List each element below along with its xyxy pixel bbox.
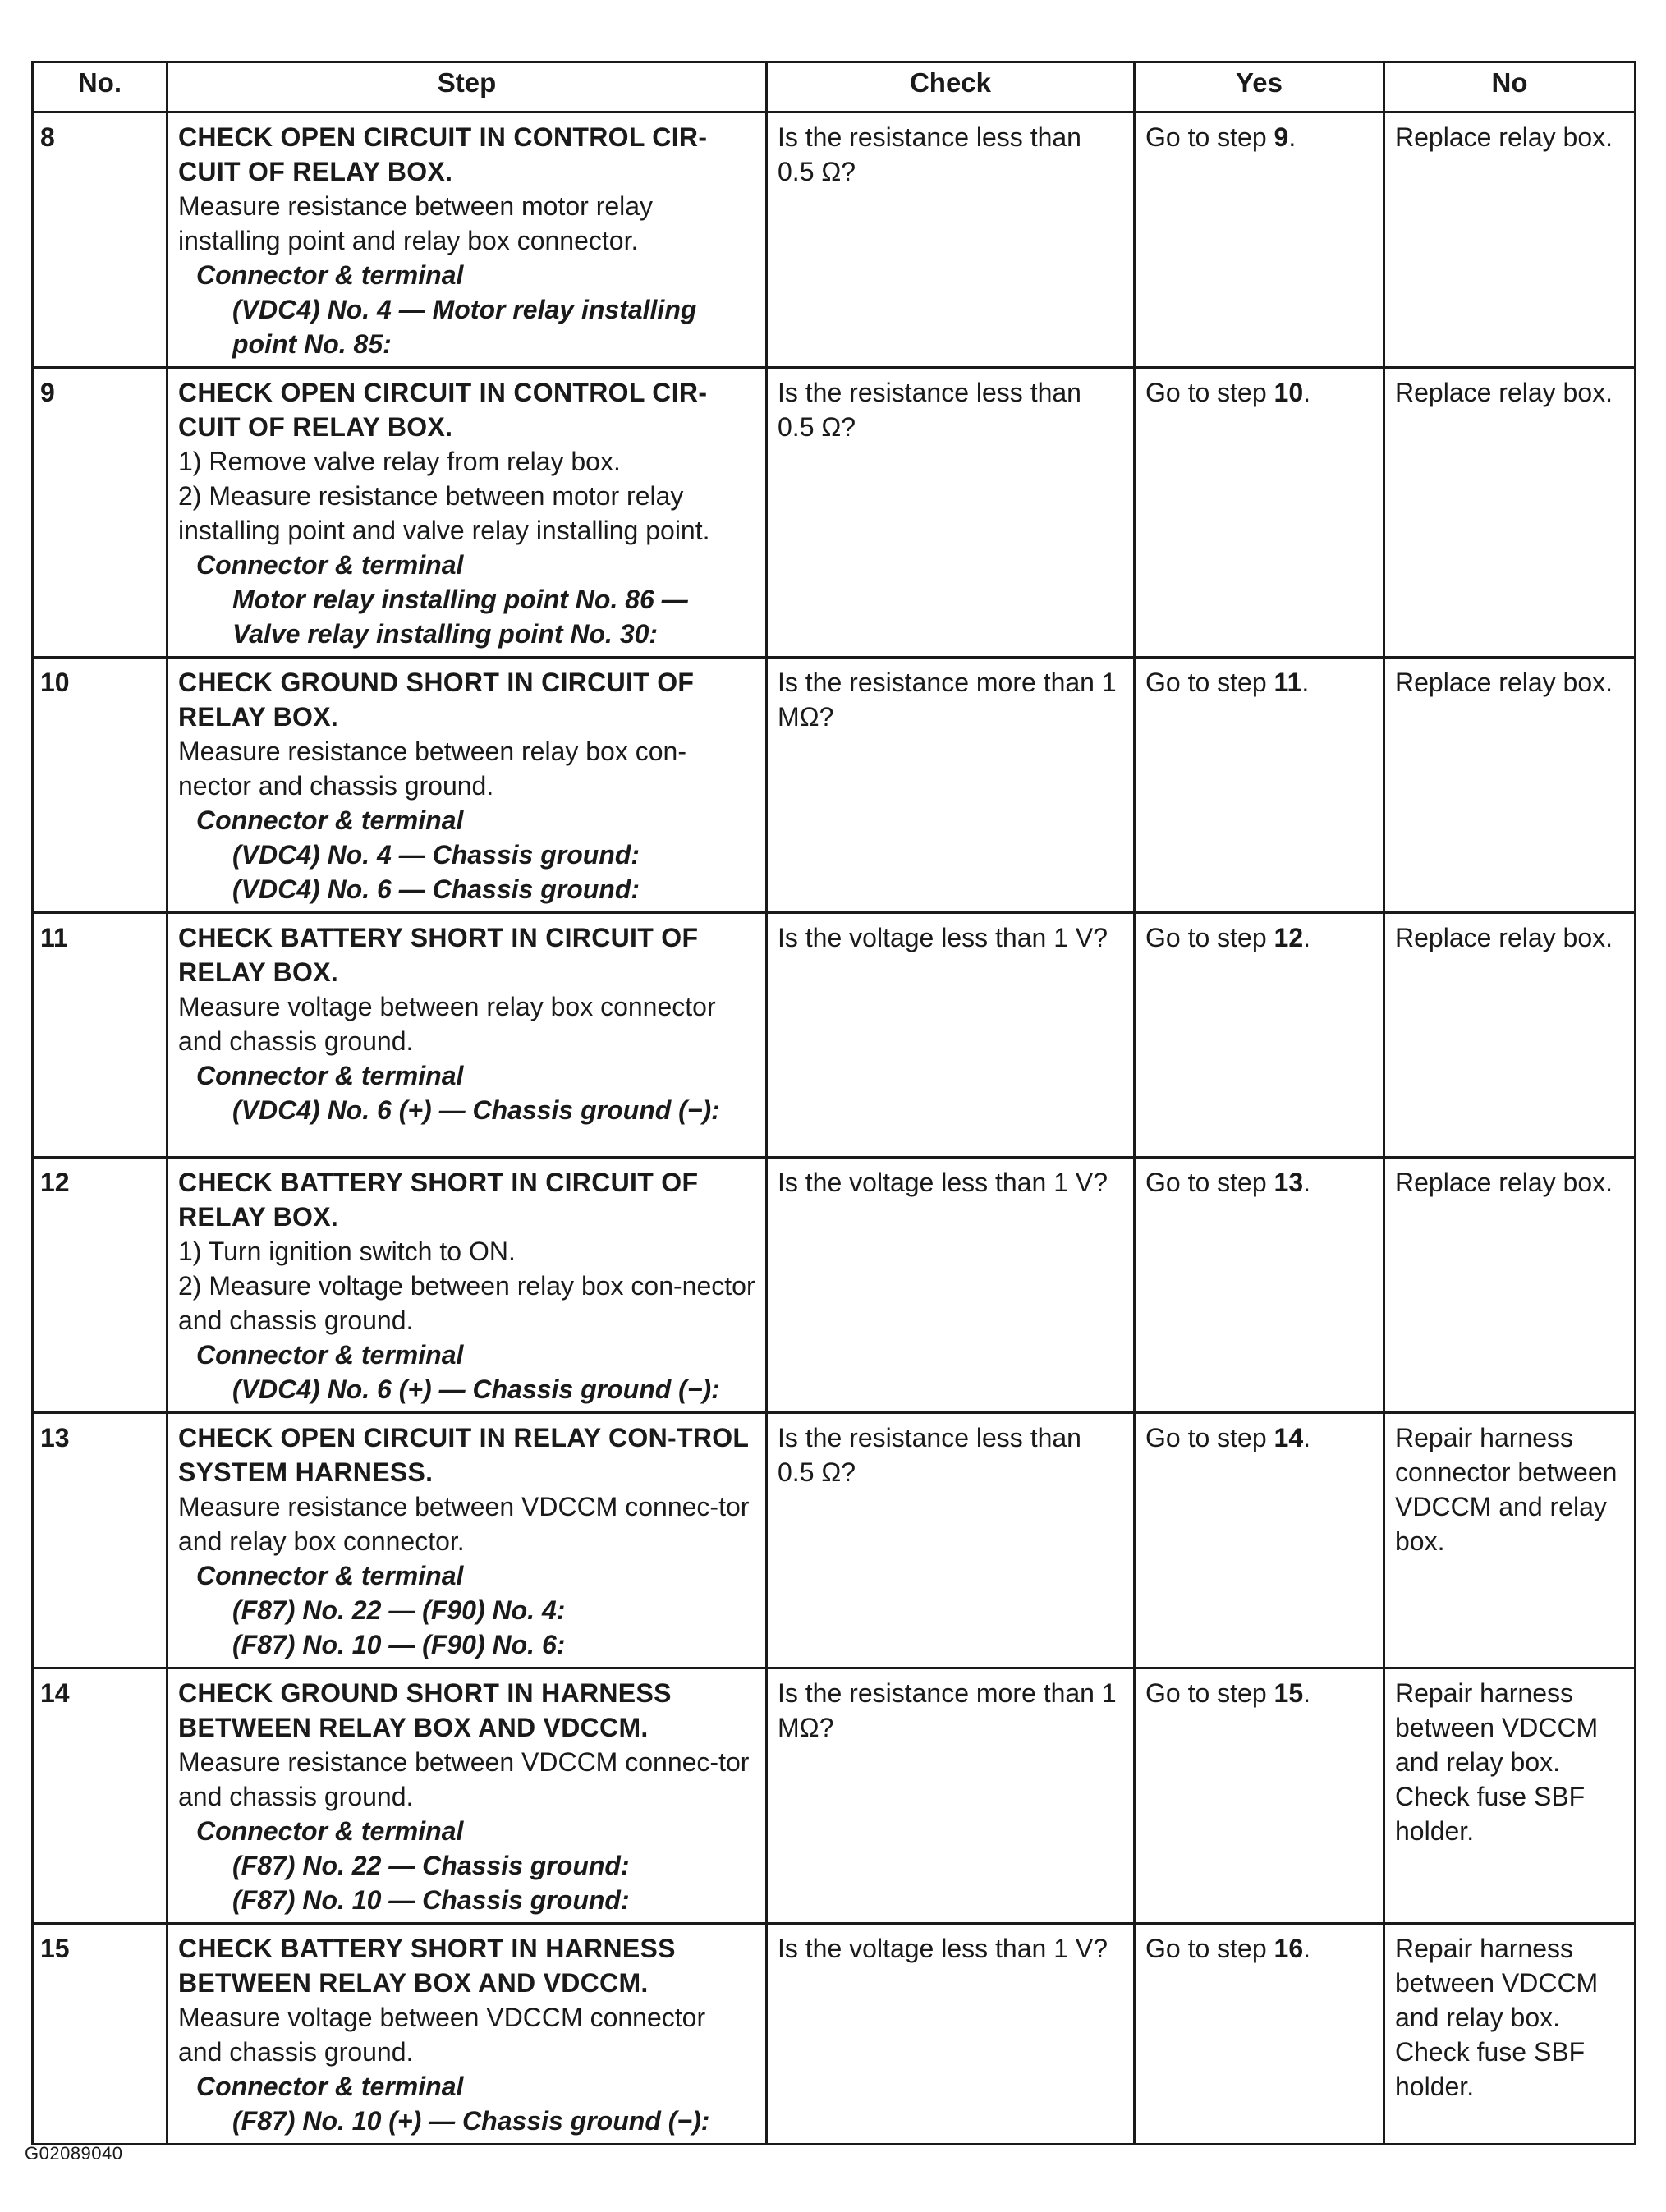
header-no-action: No: [1384, 62, 1636, 112]
yes-action-cell: [1135, 1413, 1384, 1668]
connector-terminal-item: (VDC4) No. 6 — Chassis ground:: [232, 874, 640, 904]
yes-action-cell: [1135, 658, 1384, 913]
check-question-cell: Is the resistance more than 1 MΩ?: [767, 1668, 1135, 1924]
header-yes: Yes: [1135, 62, 1384, 112]
step-number-cell: 8: [33, 112, 168, 368]
no-action-cell: Replace relay box.: [1384, 658, 1636, 913]
connector-terminal-item: (F87) No. 10 — (F90) No. 6:: [232, 1630, 566, 1659]
step-description-cell: [168, 658, 767, 913]
step-number-cell: 13: [33, 1413, 168, 1668]
step-instruction: Measure resistance between motor relay installing point and relay box connector.: [178, 191, 654, 255]
check-question-cell: Is the voltage less than 1 V?: [767, 1158, 1135, 1413]
yes-suffix: .: [1303, 1168, 1311, 1197]
check-question-cell: Is the resistance less than 0.5 Ω?: [767, 368, 1135, 658]
step-instruction: Measure resistance between VDCCM connec-tor and relay box connector.: [178, 1492, 750, 1556]
connector-terminal-item: (VDC4) No. 6 (+) — Chassis ground (−):: [232, 1095, 720, 1125]
connector-terminal-item: (VDC4) No. 4 — Chassis ground:: [232, 840, 640, 870]
connector-terminal-heading: Connector & terminal: [196, 805, 464, 835]
step-number-cell: 14: [33, 1668, 168, 1924]
connector-terminal-item: (F87) No. 10 (+) — Chassis ground (−):: [232, 2106, 710, 2136]
step-number-cell: 12: [33, 1158, 168, 1413]
check-question-cell: Is the voltage less than 1 V?: [767, 1924, 1135, 2145]
step-title: CHECK OPEN CIRCUIT IN CONTROL CIR-CUIT OF RELAY BOX.: [178, 122, 708, 186]
step-instruction: 1) Turn ignition switch to ON.: [178, 1237, 516, 1266]
table-row: [33, 913, 1636, 1158]
no-action-cell: Repair harness between VDCCM and relay box. Check fuse SBF holder.: [1384, 1924, 1636, 2145]
table-row: [33, 368, 1636, 658]
no-action-cell: Repair harness between VDCCM and relay box. Check fuse SBF holder.: [1384, 1668, 1636, 1924]
connector-terminal-item: (VDC4) No. 6 (+) — Chassis ground (−):: [232, 1374, 720, 1404]
no-action-cell: Replace relay box.: [1384, 112, 1636, 368]
yes-suffix: .: [1303, 1934, 1311, 1963]
connector-terminal-item: Motor relay installing point No. 86 — Valve relay installing point No. 30:: [232, 585, 688, 649]
step-description-cell: [168, 112, 767, 368]
no-action-cell: Replace relay box.: [1384, 1158, 1636, 1413]
yes-action-cell: [1135, 1158, 1384, 1413]
no-action-cell: Replace relay box.: [1384, 368, 1636, 658]
connector-terminal-heading: Connector & terminal: [196, 2072, 464, 2101]
yes-action-cell: [1135, 368, 1384, 658]
connector-terminal-heading: Connector & terminal: [196, 260, 464, 290]
yes-suffix: .: [1303, 1423, 1311, 1452]
step-instruction: 2) Measure voltage between relay box con-nector and chassis ground.: [178, 1271, 755, 1335]
check-question-cell: Is the resistance less than 0.5 Ω?: [767, 112, 1135, 368]
yes-prefix: Go to step: [1145, 923, 1274, 952]
step-title: CHECK BATTERY SHORT IN HARNESS BETWEEN RELAY BOX AND VDCCM.: [178, 1934, 676, 1998]
header-check: Check: [767, 62, 1135, 112]
yes-step-number: 16: [1274, 1934, 1304, 1963]
yes-step-number: 11: [1274, 668, 1302, 697]
yes-action-cell: [1135, 112, 1384, 368]
table-row: [33, 1413, 1636, 1668]
yes-prefix: Go to step: [1145, 122, 1274, 152]
no-action-cell: Replace relay box.: [1384, 913, 1636, 1158]
diagnostic-procedure-document: [31, 61, 1634, 2145]
step-instruction: Measure voltage between VDCCM connector and chassis ground.: [178, 2003, 706, 2067]
yes-prefix: Go to step: [1145, 378, 1274, 407]
connector-terminal-item: (F87) No. 22 — Chassis ground:: [232, 1851, 630, 1880]
yes-suffix: .: [1303, 1678, 1311, 1708]
check-question-cell: Is the voltage less than 1 V?: [767, 913, 1135, 1158]
step-instruction: Measure resistance between relay box con-nector and chassis ground.: [178, 737, 686, 801]
step-instruction: Measure voltage between relay box connector and chassis ground.: [178, 992, 716, 1056]
yes-step-number: 9: [1274, 122, 1289, 152]
step-description-cell: [168, 368, 767, 658]
connector-terminal-heading: Connector & terminal: [196, 550, 464, 580]
figure-code: G02089040: [25, 2143, 123, 2164]
step-title: CHECK OPEN CIRCUIT IN RELAY CON-TROL SYSTEM HARNESS.: [178, 1423, 749, 1487]
yes-prefix: Go to step: [1145, 1168, 1274, 1197]
table-header-row: [33, 62, 1636, 112]
connector-terminal-item: (VDC4) No. 4 — Motor relay installing point No. 85:: [232, 295, 697, 359]
step-title: CHECK OPEN CIRCUIT IN CONTROL CIR-CUIT OF RELAY BOX.: [178, 378, 708, 442]
connector-terminal-heading: Connector & terminal: [196, 1561, 464, 1590]
yes-step-number: 15: [1274, 1678, 1304, 1708]
yes-action-cell: [1135, 913, 1384, 1158]
step-description-cell: [168, 1413, 767, 1668]
table-row: [33, 1158, 1636, 1413]
step-description-cell: [168, 913, 767, 1158]
yes-action-cell: [1135, 1924, 1384, 2145]
yes-prefix: Go to step: [1145, 1934, 1274, 1963]
step-instruction: Measure resistance between VDCCM connec-tor and chassis ground.: [178, 1747, 750, 1811]
connector-terminal-item: (F87) No. 10 — Chassis ground:: [232, 1885, 630, 1915]
connector-terminal-item: (F87) No. 22 — (F90) No. 4:: [232, 1595, 566, 1625]
yes-prefix: Go to step: [1145, 1678, 1274, 1708]
yes-prefix: Go to step: [1145, 1423, 1274, 1452]
table-row: [33, 1924, 1636, 2145]
no-action-cell: Repair harness connector between VDCCM and relay box.: [1384, 1413, 1636, 1668]
header-no: No.: [33, 62, 168, 112]
yes-action-cell: [1135, 1668, 1384, 1924]
yes-step-number: 13: [1274, 1168, 1304, 1197]
yes-suffix: .: [1301, 668, 1310, 697]
connector-terminal-heading: Connector & terminal: [196, 1816, 464, 1846]
diagnostic-steps-table: [31, 61, 1636, 2145]
step-description-cell: [168, 1668, 767, 1924]
step-number-cell: 9: [33, 368, 168, 658]
step-title: CHECK BATTERY SHORT IN CIRCUIT OF RELAY BOX.: [178, 923, 699, 987]
check-question-cell: Is the resistance less than 0.5 Ω?: [767, 1413, 1135, 1668]
connector-terminal-heading: Connector & terminal: [196, 1340, 464, 1370]
step-description-cell: [168, 1924, 767, 2145]
yes-suffix: .: [1303, 378, 1311, 407]
table-row: [33, 1668, 1636, 1924]
step-instruction: 1) Remove valve relay from relay box.: [178, 447, 621, 476]
yes-step-number: 12: [1274, 923, 1304, 952]
table-row: [33, 658, 1636, 913]
step-title: CHECK GROUND SHORT IN CIRCUIT OF RELAY BOX.: [178, 668, 695, 732]
header-step: Step: [168, 62, 767, 112]
yes-prefix: Go to step: [1145, 668, 1274, 697]
check-question-cell: Is the resistance more than 1 MΩ?: [767, 658, 1135, 913]
step-title: CHECK GROUND SHORT IN HARNESS BETWEEN RELAY BOX AND VDCCM.: [178, 1678, 672, 1742]
yes-step-number: 14: [1274, 1423, 1304, 1452]
step-description-cell: [168, 1158, 767, 1413]
yes-step-number: 10: [1274, 378, 1304, 407]
step-instruction: 2) Measure resistance between motor relay installing point and valve relay installing point.: [178, 481, 710, 545]
step-number-cell: 10: [33, 658, 168, 913]
table-row: [33, 112, 1636, 368]
step-title: CHECK BATTERY SHORT IN CIRCUIT OF RELAY BOX.: [178, 1168, 699, 1232]
connector-terminal-heading: Connector & terminal: [196, 1061, 464, 1090]
step-number-cell: 15: [33, 1924, 168, 2145]
step-number-cell: 11: [33, 913, 168, 1158]
yes-suffix: .: [1303, 923, 1311, 952]
yes-suffix: .: [1288, 122, 1297, 152]
